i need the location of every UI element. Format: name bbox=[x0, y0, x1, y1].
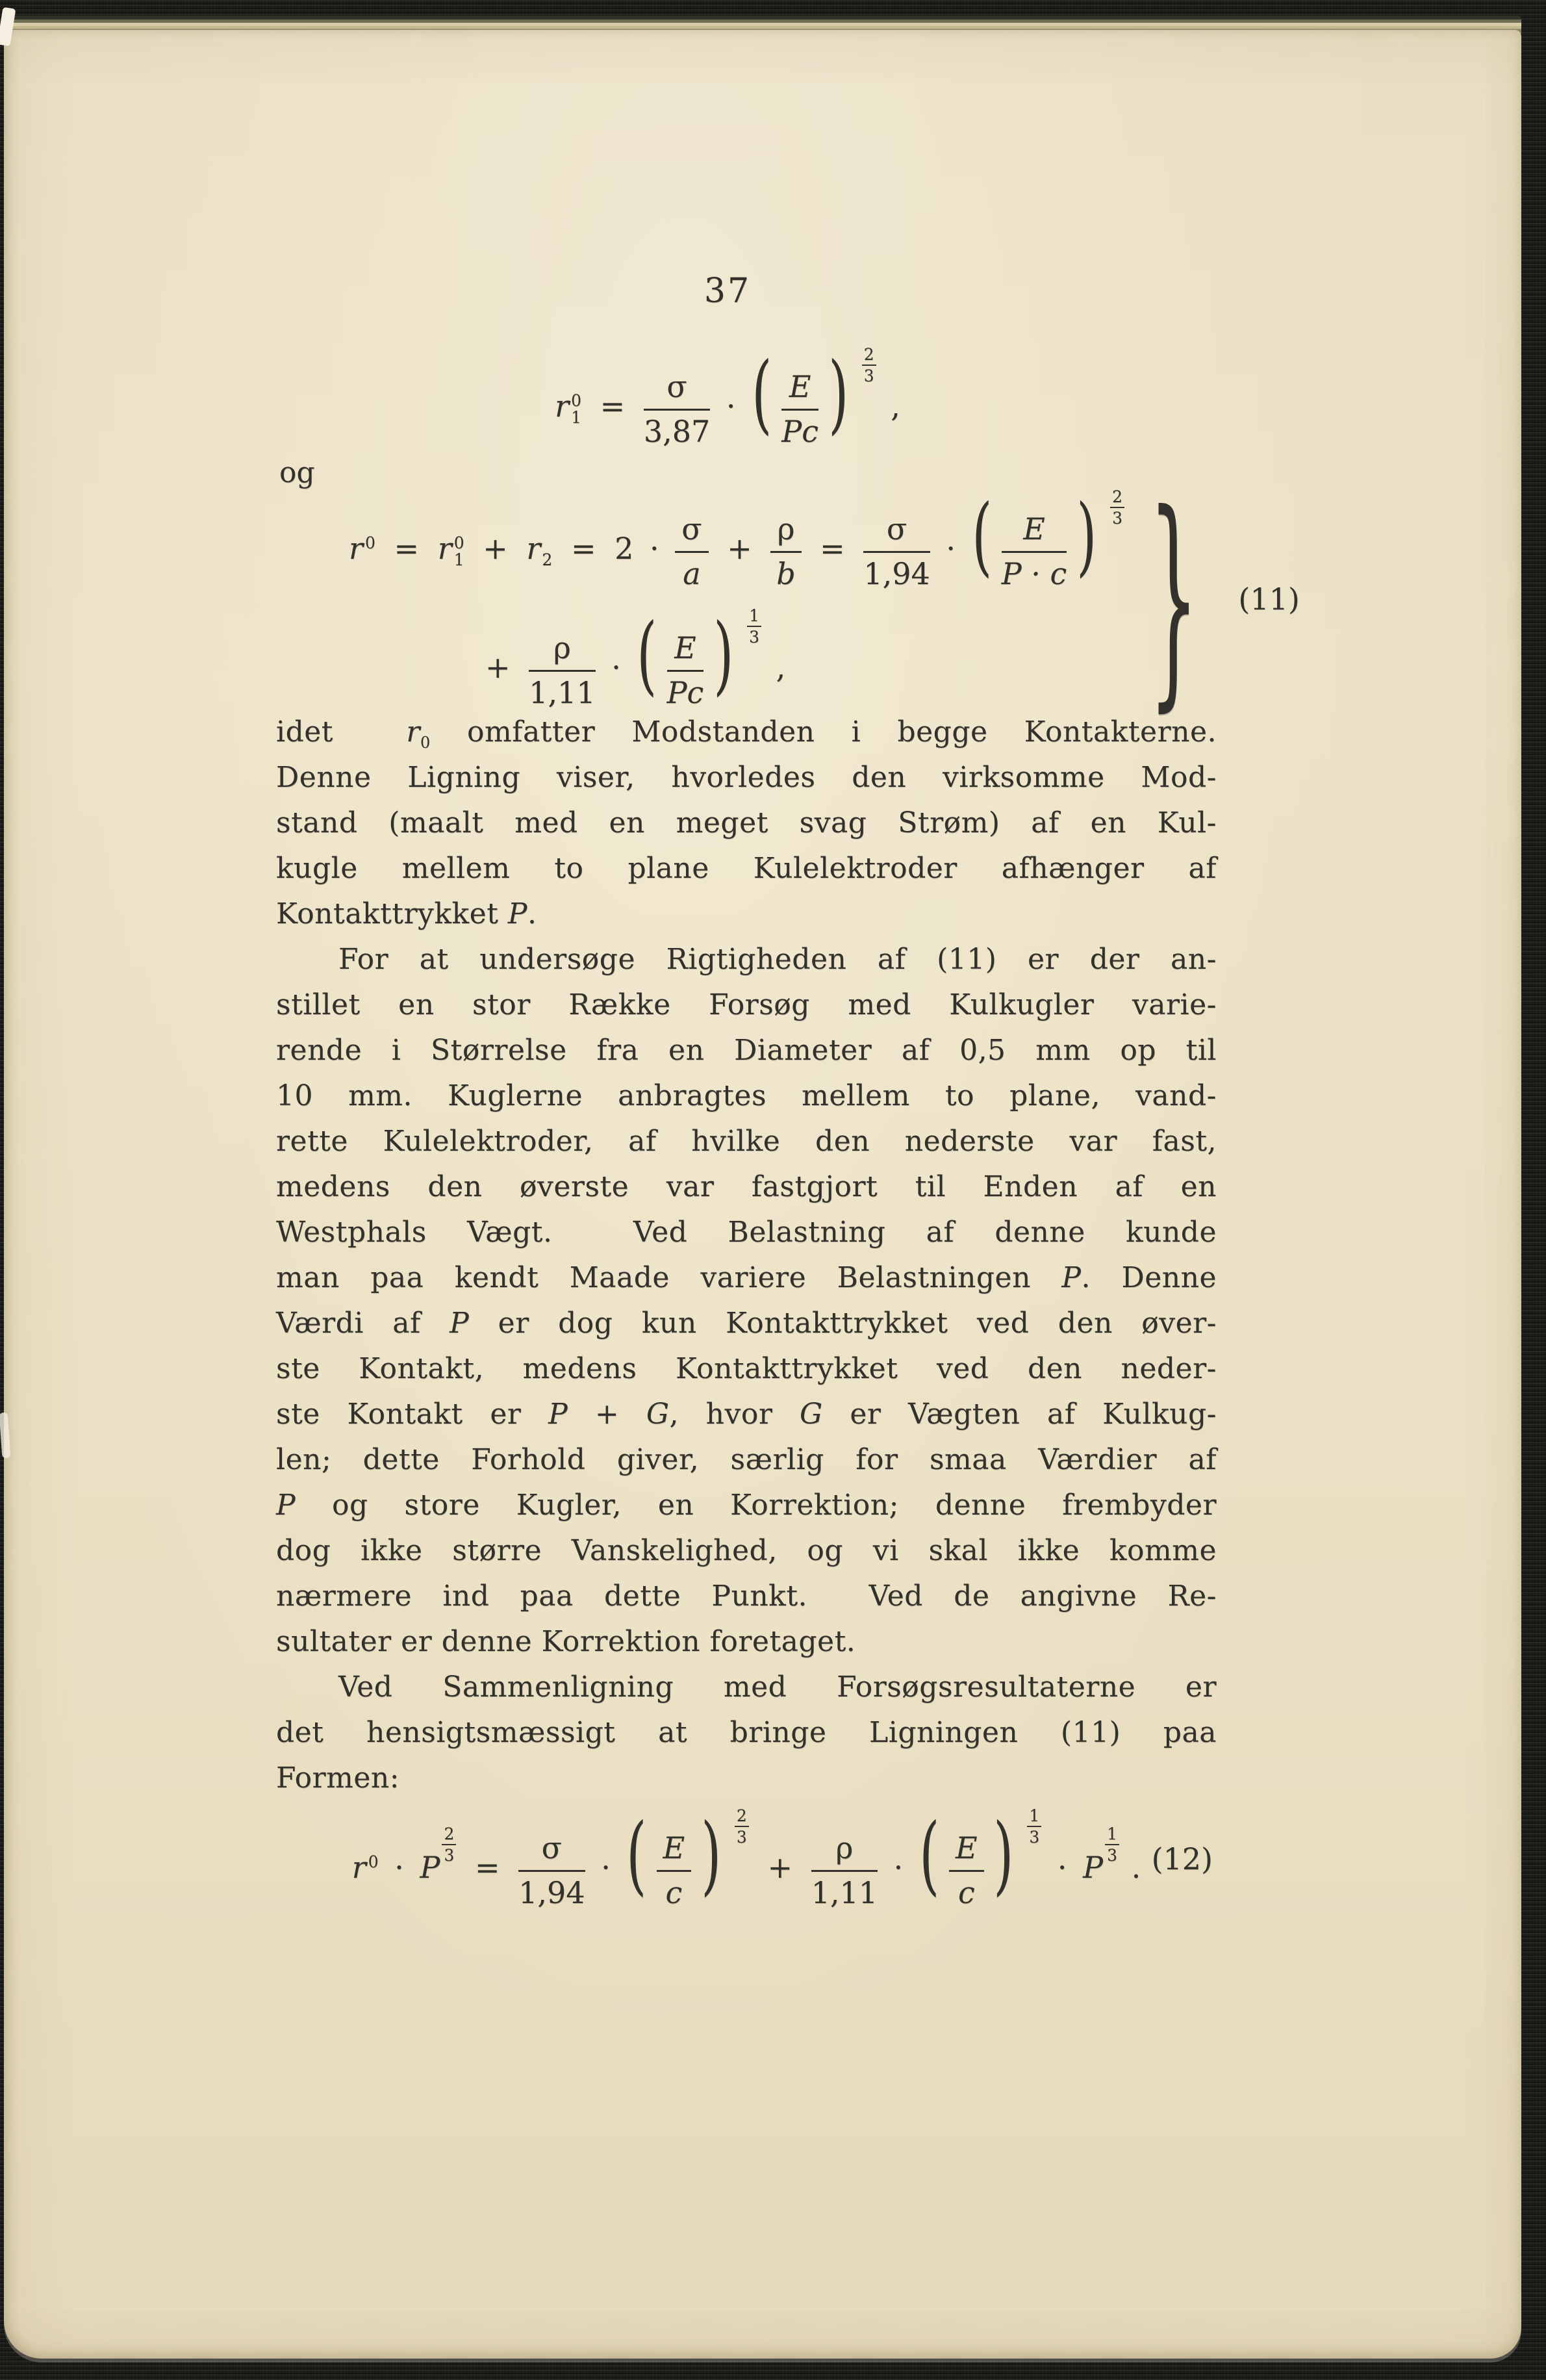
equation-label-11: (11) bbox=[1238, 582, 1300, 617]
fraction-E-c2: $\frac{E}{c}$ bbox=[949, 1830, 984, 1910]
text-line: stillet en stor Række Forsøg med Kulkugler varie- bbox=[276, 988, 1217, 1021]
text-line: idet $r_0$ omfatter Modstanden i begge Kontakterne. bbox=[276, 715, 1217, 752]
plus-sign: + bbox=[483, 531, 508, 566]
right-brace: } bbox=[1148, 466, 1198, 732]
text-line: ste Kontakt, medens Kontakttrykket ved den neder- bbox=[276, 1352, 1217, 1385]
multiplication-dot: · bbox=[893, 1850, 904, 1885]
plus-sign: + bbox=[727, 531, 752, 566]
multiplication-dot: · bbox=[394, 1850, 404, 1885]
text-line: len; dette Forhold giver, særlig for smaa Værdier af bbox=[276, 1443, 1217, 1476]
text-line: rende i Størrelse fra en Diameter af 0,5 mm op til bbox=[276, 1034, 1217, 1067]
text-line: rette Kulelektroder, af hvilke den nederste var fast, bbox=[276, 1125, 1217, 1158]
text-line: Værdi af P er dog kun Kontakttrykket ved den øver- bbox=[276, 1307, 1217, 1340]
comma: , bbox=[776, 650, 786, 685]
math-var-P: P bbox=[1083, 1850, 1104, 1885]
text-line: sultater er denne Korrektion foretaget. bbox=[276, 1625, 856, 1658]
equation-11-column bbox=[276, 486, 1124, 710]
math-var-r: r bbox=[351, 1850, 366, 1885]
fraction-rho-111: $\frac{\rho}{1,11}$ bbox=[811, 1830, 878, 1910]
equals-sign: = bbox=[600, 389, 626, 424]
multiplication-dot: · bbox=[601, 1850, 611, 1885]
fraction-E-Pc2: $\frac{E}{P \cdot c}$ bbox=[1001, 511, 1067, 591]
math-var-r: r bbox=[526, 531, 541, 566]
exponent-two-thirds: $\frac{2}{3}$ bbox=[862, 346, 876, 384]
text-line: P og store Kugler, en Korrektion; denne frembyder bbox=[276, 1489, 1217, 1522]
multiplication-dot: · bbox=[726, 389, 736, 424]
text-line: kugle mellem to plane Kulelektroder afhænger af bbox=[276, 852, 1217, 885]
fraction-rho-b: $\frac{\rho}{b}$ bbox=[770, 511, 801, 591]
text-line: Ved Sammenligning med Forsøgsresultaterne er bbox=[338, 1670, 1217, 1704]
math-var-P: P bbox=[420, 1850, 440, 1885]
exponent-two-thirds: $\frac{2}{3}$ bbox=[1110, 489, 1124, 526]
equation-11-line-1: r $^0$ = r 0 1 + $r_2 = 2$ · $\frac{\sigma}{a}$ + $\frac{\rho}{b}$ = $\frac{\sigma}{1,94}$ · ( $\frac{E}{P \cdot c}$ ) $\frac{2}{3}$ bbox=[349, 489, 1124, 591]
text-line: Denne Ligning viser, hvorledes den virksomme Mod- bbox=[276, 761, 1217, 794]
plus-sign: + bbox=[485, 650, 511, 685]
equals-sign: = bbox=[820, 531, 845, 566]
multiplication-dot: · bbox=[650, 531, 659, 566]
script-stack: 0 1 bbox=[571, 390, 582, 427]
text-line: Kontakttrykket P. bbox=[276, 897, 537, 930]
exponent-one-third: $\frac{1}{3}$ bbox=[1027, 1808, 1041, 1845]
text-line: For at undersøge Rigtigheden af (11) er der an- bbox=[338, 943, 1217, 976]
exponent-two-thirds: $\frac{2}{3}$ bbox=[735, 1808, 749, 1845]
equation-label-12: (12) bbox=[1151, 1841, 1213, 1876]
equals-sign: = bbox=[474, 1850, 500, 1885]
fraction-E-Pc3: $\frac{E}{Pc}$ bbox=[666, 630, 704, 710]
paper-page bbox=[4, 30, 1521, 2359]
equation-r1: r 0 1 = $\frac{\sigma}{3,87}$ · ( $\frac{E}{Pc}$ ) $\frac{2}{3}$ , bbox=[555, 344, 900, 449]
equals-sign: = bbox=[570, 531, 596, 566]
multiplication-dot: · bbox=[1057, 1850, 1067, 1885]
text-line: Westphals Vægt. Ved Belastning af denne kunde bbox=[276, 1216, 1217, 1249]
fraction-sigma-a: $\frac{\sigma}{a}$ bbox=[675, 511, 708, 591]
text-line: dog ikke større Vanskelighed, og vi skal ikke komme bbox=[276, 1534, 1217, 1567]
math-var-r: r bbox=[349, 531, 363, 566]
math-var-r: r bbox=[437, 531, 452, 566]
fraction-E-Pc: $\frac{E}{Pc}$ bbox=[781, 368, 818, 449]
equation-12: r $^0$ · P $\frac{2}{3}$ = $\frac{\sigma}{1,94}$ · ( $\frac{E}{c}$ ) $\frac{2}{3}$ + $\frac{\rho}{1,11}$ · ( $\frac{E}{c}$ ) $\frac{1}{3}$ · P $\frac{1}{3}$ . (12) bbox=[351, 1805, 1213, 1910]
exponent-one-third: $\frac{1}{3}$ bbox=[1105, 1826, 1119, 1863]
equals-sign: = bbox=[394, 531, 420, 566]
comma: , bbox=[891, 389, 900, 424]
fraction-sigma-194: $\frac{\sigma}{1,94}$ bbox=[518, 1830, 585, 1910]
gutter-highlight bbox=[0, 1413, 10, 1459]
text-line: nærmere ind paa dette Punkt. Ved de angivne Re- bbox=[276, 1580, 1217, 1613]
fraction-E-c: $\frac{E}{c}$ bbox=[657, 1830, 692, 1910]
exponent-two-thirds: $\frac{2}{3}$ bbox=[442, 1826, 456, 1863]
body-text bbox=[276, 710, 1217, 1801]
text-line: man paa kendt Maade variere Belastningen P. Denne bbox=[276, 1261, 1217, 1294]
text-line: 10 mm. Kuglerne anbragtes mellem to plane, vand- bbox=[276, 1079, 1217, 1112]
period: . bbox=[1131, 1850, 1141, 1885]
fraction-rho-111: $\frac{\rho}{1,11}$ bbox=[529, 630, 596, 710]
multiplication-dot: · bbox=[946, 531, 956, 566]
text-line: medens den øverste var fastgjort til Enden af en bbox=[276, 1170, 1217, 1203]
fraction-sigma-194: $\frac{\sigma}{1,94}$ bbox=[863, 511, 930, 591]
text-line: ste Kontakt er P + G, hvor G er Vægten af Kulkug- bbox=[276, 1398, 1217, 1431]
text-line: Formen: bbox=[276, 1761, 400, 1795]
equation-11-line-2: + $\frac{\rho}{1,11}$ · ( $\frac{E}{Pc}$ ) $\frac{1}{3}$ , bbox=[485, 605, 786, 710]
page-number: 37 bbox=[703, 272, 752, 311]
math-var-r: r bbox=[555, 389, 570, 424]
exponent-one-third: $\frac{1}{3}$ bbox=[747, 608, 761, 645]
text-line: stand (maalt med en meget svag Strøm) af en Kul- bbox=[276, 806, 1217, 839]
multiplication-dot: · bbox=[611, 650, 621, 685]
plus-sign: + bbox=[767, 1850, 792, 1885]
word-og: og bbox=[279, 456, 315, 489]
fraction-sigma-387: $\frac{\sigma}{3,87}$ bbox=[643, 368, 711, 449]
script-stack: 0 1 bbox=[453, 533, 464, 569]
coefficient-2: 2 bbox=[615, 531, 634, 566]
text-line: det hensigtsmæssigt at bringe Ligningen (11) paa bbox=[276, 1716, 1217, 1749]
